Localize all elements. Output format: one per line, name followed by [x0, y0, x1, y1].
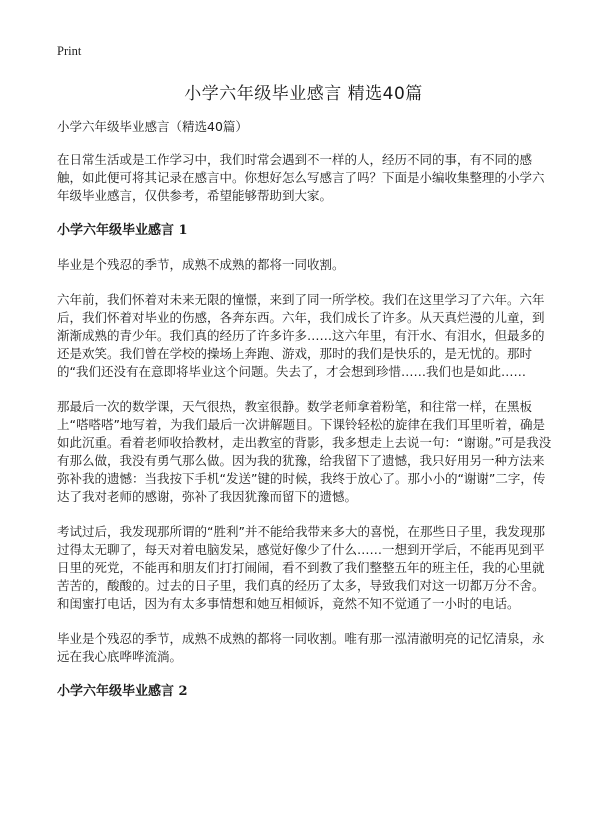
- paragraph: 六年前，我们怀着对未来无限的憧憬，来到了同一所学校。我们在这里学习了六年。六年后，我们怀着对毕业的伤感，各奔东西。六年，我们成长了许多。从天真烂漫的儿童，到渐渐成熟的青少年。我们真的经历了许多许多……这六年里，有汗水、有泪水，但最多的还是欢笑。我们曾在学校的操场上奔跑、游戏，那时的我们是快乐的，是无忧的。那时的“我们还没有在意即将毕业这个问题。失去了，才会想到珍惜……我们也是如此……: [57, 292, 545, 379]
- print-link[interactable]: Print: [57, 44, 82, 58]
- page-title: 小学六年级毕业感言 精选40篇: [184, 84, 423, 104]
- paragraph: 考试过后，我发现那所谓的“胜利”并不能给我带来多大的喜悦，在那些日子里，我发现那过得太无聊了，每天对着电脑发呆，感觉好像少了什么……一想到开学后，不能再见到平日里的死党，不能再和朋友们打打闹闹，看不到教了我们整整五年的班主任，我的心里就苦苦的，酸酸的。过去的日子里，我们真的经历了太多，导致我们对这一切都万分不舍。和闺蜜打电话，因为有太多事情想和她互相倾诉，竟然不知不觉通了一小时的电话。: [57, 524, 545, 611]
- section-heading: 小学六年级毕业感言 2: [57, 684, 188, 699]
- intro-paragraph: 在日常生活或是工作学习中，我们时常会遇到不一样的人，经历不同的事，有不同的感触，如此便可将其记录在感言中。你想好怎么写感言了吗？下面是小编收集整理的小学六年级毕业感言，仅供参考，希望能够帮助到大家。: [57, 152, 545, 203]
- article-subtitle: 小学六年级毕业感言（精选40篇）: [57, 119, 248, 134]
- section-heading: 小学六年级毕业感言 1: [57, 223, 188, 238]
- paragraph: 毕业是个残忍的季节，成熟不成熟的都将一同收割。: [57, 257, 345, 272]
- article-body: [57, 118, 554, 717]
- paragraph: 那最后一次的数学课，天气很热，教室很静。数学老师拿着粉笔，和往常一样，在黑板上“嗒嗒嗒”地写着，为我们最后一次讲解题目。下课铃轻松的旋律在我们耳里听着，确是如此沉重。看着老师收拾教材，走出教室的背影，我多想走上去说一句：“谢谢。”可是我没有那么做，我没有勇气那么做。因为我的犹豫，给我留下了遗憾，我只好用另一种方法来弥补我的遗憾：当我按下手机“发送”键的时候，我终于放心了。那小小的“谢谢”二字，传达了我对老师的感谢，弥补了我因犹豫而留下的遗憾。: [57, 399, 552, 504]
- paragraph: 毕业是个残忍的季节，成熟不成熟的都将一同收割。唯有那一泓清澈明亮的记忆清泉，永远在我心底哗哗流淌。: [57, 631, 545, 664]
